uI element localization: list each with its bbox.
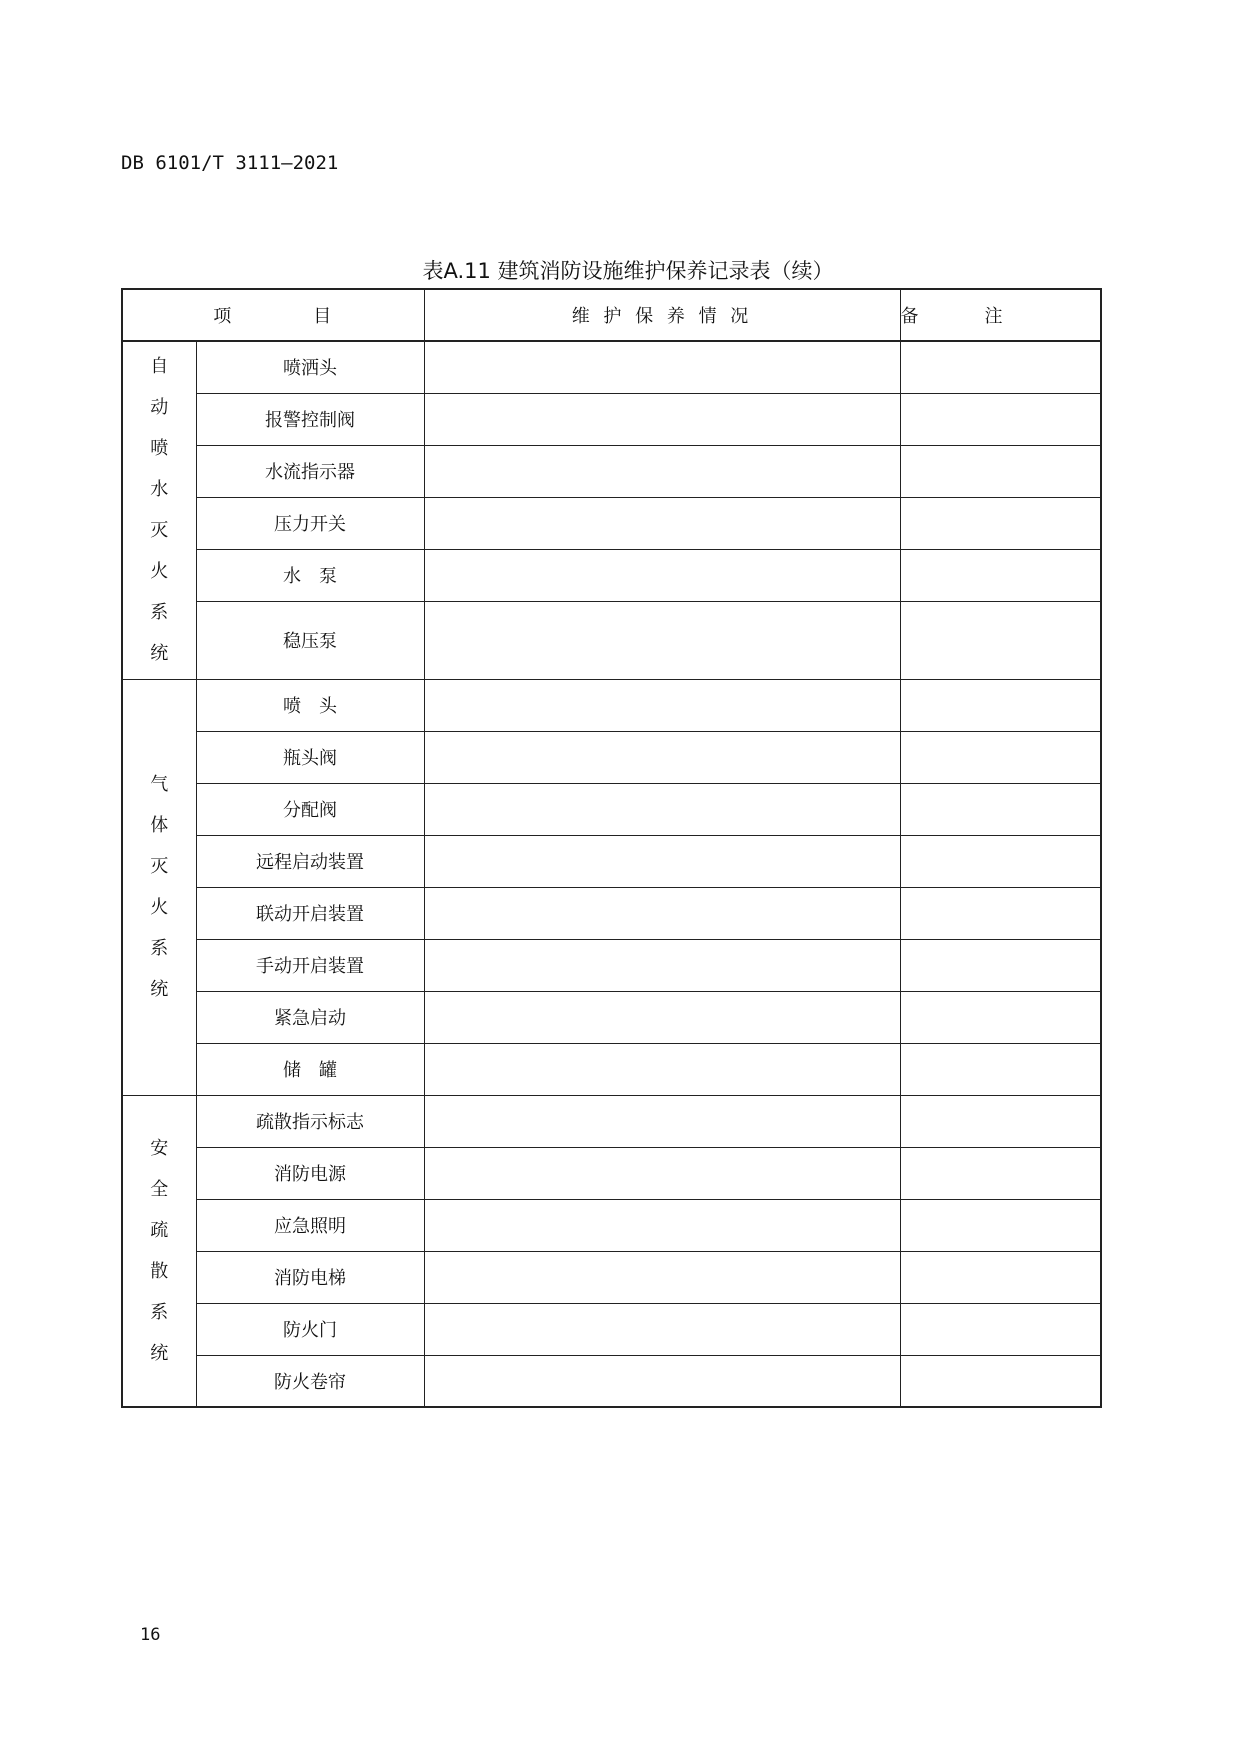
column-header-item: 项 目	[122, 289, 424, 341]
table-row	[122, 1199, 1101, 1251]
group-label: 安全疏散系统	[150, 1137, 169, 1364]
maintenance-status-cell	[424, 1355, 900, 1407]
item-name: 联动开启装置	[196, 887, 424, 939]
remark-cell	[900, 341, 1101, 393]
table-row	[122, 341, 1101, 393]
item-name: 分配阀	[196, 783, 424, 835]
remark-cell	[900, 1355, 1101, 1407]
item-name: 喷洒头	[196, 341, 424, 393]
maintenance-status-cell	[424, 445, 900, 497]
remark-cell	[900, 445, 1101, 497]
maintenance-status-cell	[424, 939, 900, 991]
maintenance-status-cell	[424, 601, 900, 679]
table-row	[122, 1147, 1101, 1199]
remark-cell	[900, 1147, 1101, 1199]
item-name: 消防电源	[196, 1147, 424, 1199]
maintenance-status-cell	[424, 1147, 900, 1199]
remark-cell	[900, 1043, 1101, 1095]
table-row	[122, 887, 1101, 939]
item-name: 瓶头阀	[196, 731, 424, 783]
table-row	[122, 1355, 1101, 1407]
page-number: 16	[140, 1625, 161, 1645]
maintenance-status-cell	[424, 341, 900, 393]
remark-cell	[900, 1303, 1101, 1355]
table-row	[122, 939, 1101, 991]
table-row	[122, 1303, 1101, 1355]
item-name: 喷 头	[196, 679, 424, 731]
table-row	[122, 731, 1101, 783]
item-name: 储 罐	[196, 1043, 424, 1095]
maintenance-status-cell	[424, 1251, 900, 1303]
remark-cell	[900, 549, 1101, 601]
item-name: 消防电梯	[196, 1251, 424, 1303]
remark-cell	[900, 601, 1101, 679]
remark-cell	[900, 939, 1101, 991]
maintenance-status-cell	[424, 393, 900, 445]
table-title: 表A.11 建筑消防设施维护保养记录表（续）	[422, 259, 834, 283]
table-row	[122, 1043, 1101, 1095]
item-name: 报警控制阀	[196, 393, 424, 445]
table-header-row	[122, 289, 1101, 341]
maintenance-status-cell	[424, 679, 900, 731]
table-row	[122, 445, 1101, 497]
table-row	[122, 1251, 1101, 1303]
item-name: 防火卷帘	[196, 1355, 424, 1407]
maintenance-status-cell	[424, 1303, 900, 1355]
table-row	[122, 1095, 1101, 1147]
group-cell-evacuation-system	[122, 1095, 196, 1407]
group-cell-gas-system	[122, 679, 196, 1095]
item-name: 远程启动装置	[196, 835, 424, 887]
item-name: 稳压泵	[196, 601, 424, 679]
maintenance-status-cell	[424, 497, 900, 549]
remark-cell	[900, 393, 1101, 445]
maintenance-status-cell	[424, 1199, 900, 1251]
remark-cell	[900, 1095, 1101, 1147]
item-name: 水流指示器	[196, 445, 424, 497]
group-cell-sprinkler-system	[122, 341, 196, 679]
table-row	[122, 549, 1101, 601]
maintenance-status-cell	[424, 887, 900, 939]
maintenance-record-table	[121, 288, 1102, 1408]
group-label: 气体灭火系统	[150, 774, 169, 1000]
table-row	[122, 393, 1101, 445]
remark-cell	[900, 783, 1101, 835]
table-row	[122, 497, 1101, 549]
remark-cell	[900, 991, 1101, 1043]
table-row	[122, 783, 1101, 835]
column-header-remark: 备 注	[900, 289, 1101, 341]
maintenance-status-cell	[424, 835, 900, 887]
maintenance-status-cell	[424, 783, 900, 835]
maintenance-status-cell	[424, 549, 900, 601]
remark-cell	[900, 887, 1101, 939]
group-label: 自动喷水灭火系统	[150, 356, 169, 665]
remark-cell	[900, 1199, 1101, 1251]
item-name: 疏散指示标志	[196, 1095, 424, 1147]
item-name: 手动开启装置	[196, 939, 424, 991]
maintenance-status-cell	[424, 731, 900, 783]
maintenance-status-cell	[424, 1043, 900, 1095]
remark-cell	[900, 835, 1101, 887]
column-header-status: 维 护 保 养 情 况	[424, 289, 900, 341]
table-row	[122, 601, 1101, 679]
remark-cell	[900, 679, 1101, 731]
table-row	[122, 991, 1101, 1043]
table-row	[122, 679, 1101, 731]
item-name: 防火门	[196, 1303, 424, 1355]
item-name: 紧急启动	[196, 991, 424, 1043]
item-name: 水 泵	[196, 549, 424, 601]
remark-cell	[900, 497, 1101, 549]
maintenance-status-cell	[424, 991, 900, 1043]
table-row	[122, 835, 1101, 887]
remark-cell	[900, 731, 1101, 783]
item-name: 应急照明	[196, 1199, 424, 1251]
document-code: DB 6101/T 3111—2021	[121, 152, 339, 174]
remark-cell	[900, 1251, 1101, 1303]
item-name: 压力开关	[196, 497, 424, 549]
maintenance-status-cell	[424, 1095, 900, 1147]
